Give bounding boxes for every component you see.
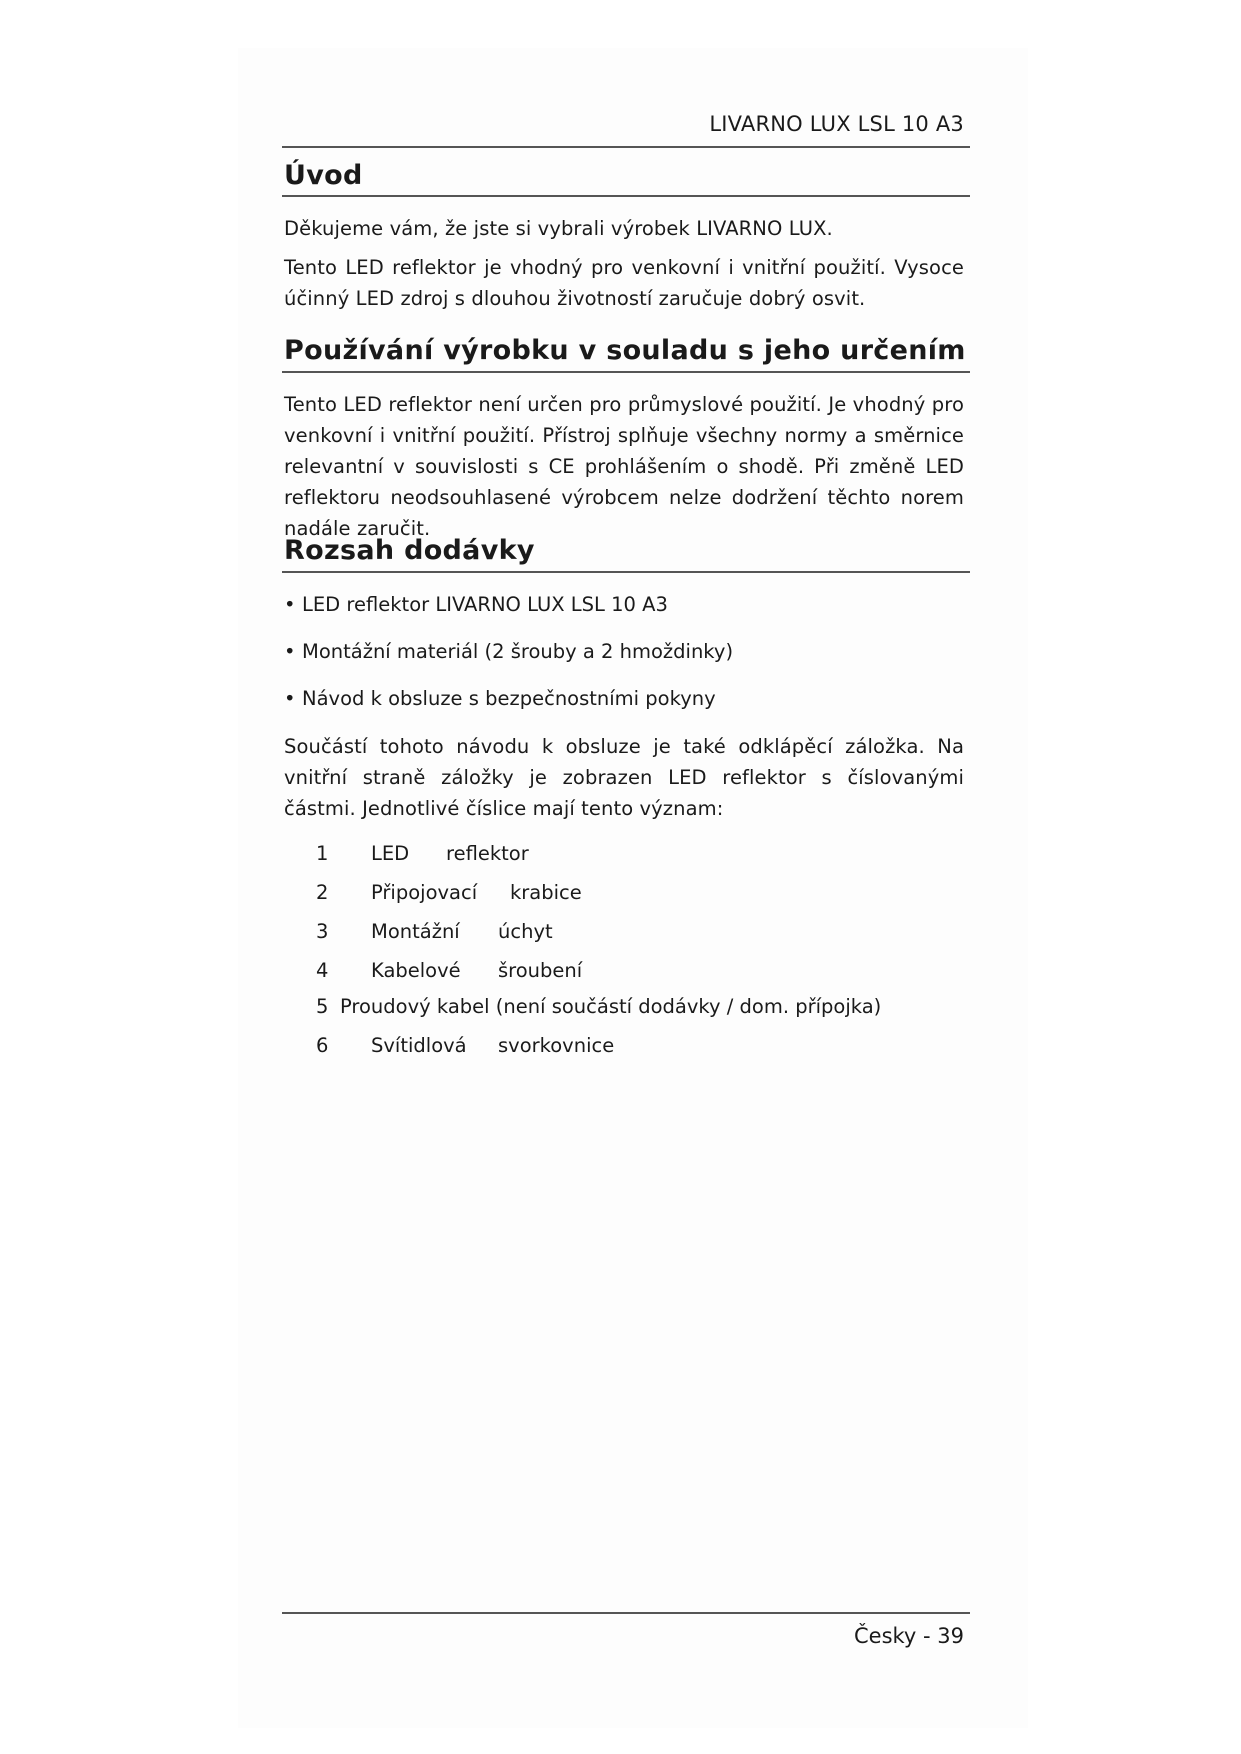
intro-paragraph-2: Tento LED reflektor je vhodný pro venkovní i vnitřní použití. Vysoce účinný LED zdroj s dlouhou životností zaručuje dobrý osvit. bbox=[284, 256, 964, 310]
part-label: Montážní bbox=[371, 920, 460, 943]
list-item: • Montážní materiál (2 šrouby a 2 hmoždinky) bbox=[284, 638, 733, 666]
part-label: Připojovací bbox=[371, 881, 478, 904]
part-label-2: svorkovnice bbox=[498, 1034, 615, 1057]
part-label-2: reflektor bbox=[446, 842, 529, 865]
part-label: Svítidlová bbox=[371, 1034, 467, 1057]
part-number: 5 bbox=[316, 995, 329, 1018]
part-label: Proudový kabel (není součástí dodávky / dom. přípojka) bbox=[340, 995, 882, 1018]
part-label-2: úchyt bbox=[498, 920, 553, 943]
part-label: Kabelové bbox=[371, 959, 461, 982]
bullet-icon: • bbox=[284, 687, 296, 710]
part-number: 6 bbox=[316, 1034, 329, 1057]
list-item: • Návod k obsluze s bezpečnostními pokyny bbox=[284, 685, 716, 713]
heading-rule bbox=[282, 571, 970, 573]
list-item: • LED reflektor LIVARNO LUX LSL 10 A3 bbox=[284, 591, 668, 619]
running-header: LIVARNO LUX LSL 10 A3 bbox=[709, 112, 964, 136]
part-number: 4 bbox=[316, 959, 329, 982]
bullet-icon: • bbox=[284, 640, 296, 663]
heading-rule bbox=[282, 371, 970, 373]
part-label-2: šroubení bbox=[498, 959, 583, 982]
part-number: 1 bbox=[316, 842, 329, 865]
delivery-paragraph: Součástí tohoto návodu k obsluze je také odklápěcí záložka. Na vnitřní straně záložky je zobrazen LED reflektor s číslovanými částmi. Jednotlivé číslice mají tento význam: bbox=[284, 735, 964, 820]
heading-uvod: Úvod bbox=[284, 160, 363, 191]
bullet-icon: • bbox=[284, 593, 296, 616]
part-number: 3 bbox=[316, 920, 329, 943]
intended-use-paragraph: Tento LED reflektor není určen pro průmyslové použití. Je vhodný pro venkovní i vnitřní použití. Přístroj splňuje všechny normy a směrnice relevantní v souvislosti s CE prohlášením o shodě. Při změně LED reflektoru neodsouhlasené výrobcem nelze dodržení těchto norem nadále zaručit. bbox=[284, 393, 964, 540]
heading-intended-use: Používání výrobku v souladu s jeho určením bbox=[284, 335, 966, 366]
heading-rule bbox=[282, 195, 970, 197]
page-number: Česky - 39 bbox=[853, 1624, 964, 1648]
part-label-2: krabice bbox=[510, 881, 582, 904]
part-number: 2 bbox=[316, 881, 329, 904]
header-rule bbox=[282, 146, 970, 148]
part-label: LED bbox=[371, 842, 410, 865]
heading-delivery: Rozsah dodávky bbox=[284, 535, 535, 566]
footer-rule bbox=[282, 1612, 970, 1614]
intro-paragraph-1: Děkujeme vám, že jste si vybrali výrobek LIVARNO LUX. bbox=[284, 217, 833, 240]
